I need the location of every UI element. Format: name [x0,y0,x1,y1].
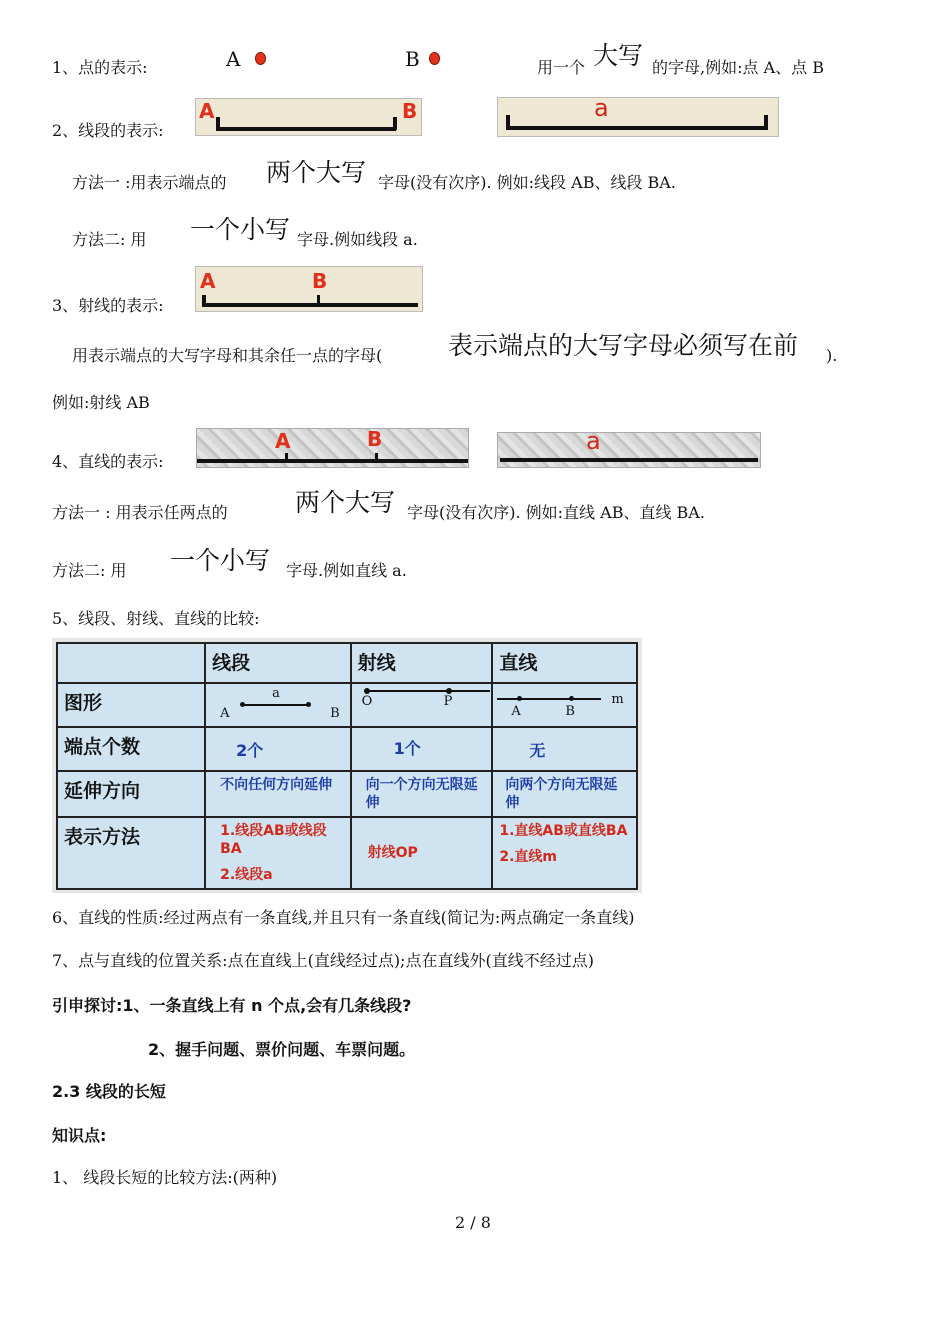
s1-big-text: 大写 [593,41,644,70]
s7-text: 7、点与直线的位置关系:点在直线上(直线经过点);点在直线外(直线不经过点) [52,951,594,970]
extension-q2: 2、握手问题、票价问题、车票问题。 [148,1040,416,1059]
ray-fig-b: B [312,269,328,293]
segment-fig-lower-a: a [594,94,609,122]
table-cell-segment-figure: a A B [205,683,351,727]
table-row-figure-label: 图形 [57,683,205,727]
s2-method1-pre: 方法一 :用表示端点的 [72,173,227,192]
point-b-dot [429,52,440,65]
point-a-dot [255,52,266,65]
s2-method2-post: 字母.例如线段 a. [297,230,418,249]
table-cell-segment-endpoints: 2个 [205,727,351,771]
table-cell-line-notation: 1.直线AB或直线BA 2.直线m [492,817,637,889]
table-header-ray: 射线 [351,643,493,683]
line-fig-lower-a: a [586,427,601,455]
s3-text-post: ). [826,346,838,365]
table-header-empty [57,643,205,683]
s3-text-pre: 用表示端点的大写字母和其余任一点的字母( [72,346,383,365]
s4-method2-post: 字母.例如直线 a. [286,561,407,580]
line-a-figure [497,427,761,468]
table-cell-ray-notation: 射线OP [351,817,493,889]
s4-method2-big: 一个小写 [170,546,271,575]
s3-big-text: 表示端点的大写字母必须写在前 [448,331,799,360]
s6-text: 6、直线的性质:经过两点有一条直线,并且只有一条直线(简记为:两点确定一条直线) [52,908,635,927]
s4-method2-pre: 方法二: 用 [52,561,127,580]
segment-fig-b: B [402,99,418,123]
s1-label: 1、点的表示: [52,58,148,77]
s4-label: 4、直线的表示: [52,452,164,471]
knowledge-item-1: 1、 线段长短的比较方法:(两种) [52,1168,278,1187]
knowledge-heading: 知识点: [52,1126,107,1145]
s2-method1-post: 字母(没有次序). 例如:线段 AB、线段 BA. [378,173,676,192]
ray-fig-a: A [200,269,216,293]
s3-example: 例如:射线 AB [52,393,150,412]
s1-text-pre: 用一个 [537,58,586,77]
table-cell-ray-endpoints: 1个 [351,727,493,771]
table-header-line: 直线 [492,643,637,683]
s2-method2-big: 一个小写 [190,215,291,244]
segment-figure [195,98,422,136]
table-cell-ray-figure: O P [351,683,493,727]
table-row-direction-label: 延伸方向 [57,771,205,817]
segment-fig-a: A [199,99,215,123]
table-cell-line-figure: A B m [492,683,637,727]
segment-a-figure [497,94,779,137]
s1-text-post: 的字母,例如:点 A、点 B [652,58,824,77]
s5-label: 5、线段、射线、直线的比较: [52,609,260,628]
s2-method1-big: 两个大写 [266,158,367,187]
line-fig-b: B [367,427,383,451]
s4-method1-big: 两个大写 [295,488,396,517]
line-fig-a: A [275,429,291,453]
table-cell-ray-direction: 向一个方向无限延伸 [351,771,493,817]
extension-q1: 引申探讨:1、一条直线上有 n 个点,会有几条线段? [52,996,412,1015]
table-row-notation-label: 表示方法 [57,817,205,889]
table-row-endpoints-label: 端点个数 [57,727,205,771]
ray-figure [195,266,423,312]
table-cell-segment-direction: 不向任何方向延伸 [205,771,351,817]
s2-method2-pre: 方法二: 用 [72,230,147,249]
table-cell-segment-notation: 1.线段AB或线段BA 2.线段a [205,817,351,889]
s2-label: 2、线段的表示: [52,121,164,140]
s4-method1-pre: 方法一 : 用表示任两点的 [52,503,228,522]
line-ab-figure [196,428,469,468]
table-cell-line-direction: 向两个方向无限延伸 [492,771,637,817]
section-title: 2.3 线段的长短 [52,1082,166,1101]
table-header-segment: 线段 [205,643,351,683]
comparison-table [52,638,642,893]
s4-method1-post: 字母(没有次序). 例如:直线 AB、直线 BA. [407,503,705,522]
page-number: 2 / 8 [455,1213,491,1232]
point-b-label: B [405,47,420,71]
s3-label: 3、射线的表示: [52,296,164,315]
table-cell-line-endpoints: 无 [492,727,637,771]
point-a-label: A [226,47,241,71]
